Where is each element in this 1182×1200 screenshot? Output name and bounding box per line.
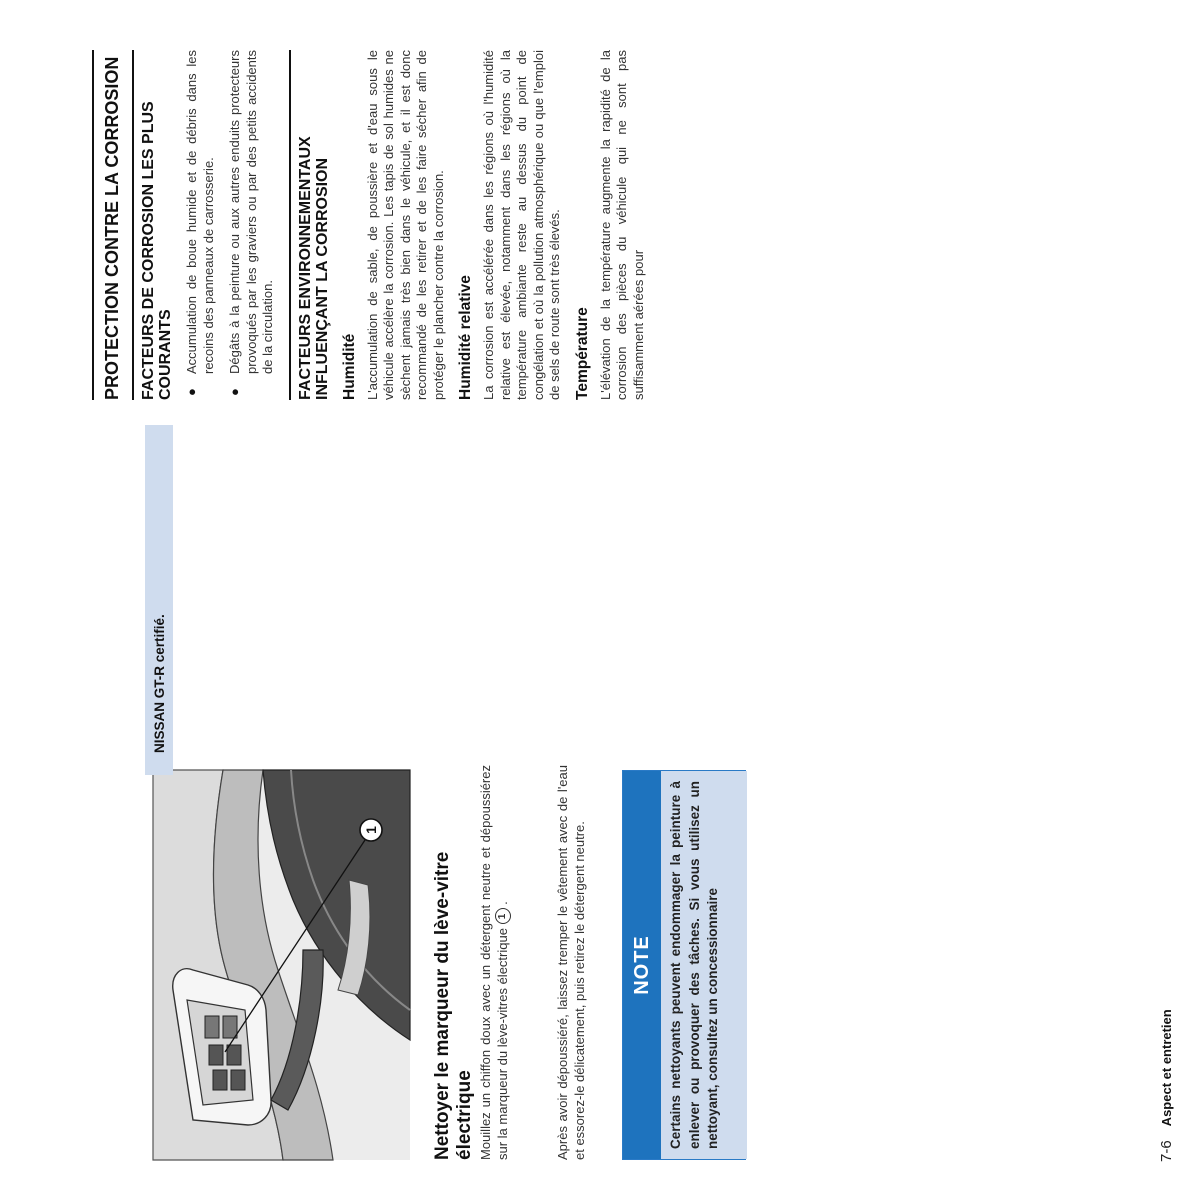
certified-text: NISSAN GT-R certifié. — [151, 614, 167, 753]
note-header: NOTE — [623, 771, 661, 1159]
section-name: Aspect et entretien — [1159, 1009, 1174, 1127]
relative-humidity-heading: Humidité relative — [457, 275, 474, 400]
factors-heading: FACTEURS DE CORROSION LES PLUS COURANTS — [132, 50, 174, 400]
cleaning-instructions-paragraph — [478, 765, 511, 1160]
paragraph-text: Mouillez un chiffon doux avec un détergent neutre et dépoussiérez sur la marqueur du lève-vitres électrique — [478, 765, 510, 1160]
list-item-text: Dégâts à la peinture ou aux autres enduits protecteurs provoqués par les graviers ou par des petits accidents de la circulation. — [227, 50, 275, 374]
temperature-heading: Température — [573, 307, 591, 400]
note-box — [622, 770, 746, 1160]
door-panel-drawing — [153, 770, 410, 1160]
certified-banner — [145, 425, 173, 775]
paragraph-end: . — [494, 901, 510, 905]
list-item — [227, 50, 277, 400]
humidity-heading: Humidité — [340, 333, 358, 400]
power-window-switch-illustration — [153, 770, 410, 1160]
relative-humidity-paragraph: La corrosion est accélérée dans les régions où l'humidité relative est élevée, notamment dans les régions où la température ambiante reste au dessus du point de congélation et où la pollution atmosphérique ou que l'emploi de sels de route sont très élevés. — [481, 50, 562, 400]
note-body: Certains nettoyants peuvent endommager la peinture à enlever ou provoquer des tâches. Si vous utilisez un nettoyant, consultez un concessionnaire — [661, 771, 747, 1159]
page-title: PROTECTION CONTRE LA CORROSION — [92, 50, 122, 400]
section-heading-window-marker: Nettoyer le marqueur du lève-vitre électrique — [432, 851, 475, 1160]
bullet-icon: ● — [184, 388, 199, 396]
svg-text:1: 1 — [363, 826, 379, 834]
temperature-paragraph: L'élévation de la température augmente la rapidité de la corrosion des pièces du véhicule qui ne sont pas suffisamment aérées pour — [597, 50, 646, 400]
environment-factors-heading: FACTEURS ENVIRONNEMENTAUX INFLUENÇANT LA CORROSION — [289, 50, 331, 400]
bullet-icon: ● — [227, 388, 242, 396]
page-number: 7-6 — [1158, 1140, 1175, 1162]
corrosion-protection-column — [92, 50, 647, 400]
rinse-instructions-paragraph: Après avoir dépoussiéré, laissez tremper le vêtement avec de l'eau et essorez-le délicatement, puis retirez le détergent neutre. — [555, 765, 587, 1160]
corrosion-factors-list — [184, 50, 277, 400]
list-item — [184, 50, 217, 400]
callout-number-1-icon: 1 — [495, 908, 511, 924]
page-footer — [1158, 1009, 1182, 1162]
humidity-paragraph: L'accumulation de sable, de poussière et d'eau sous le véhicule accélère la corrosion. Les tapis de sol humides ne sèchent jamais très bien dans le véhicule, et il est donc recommandé de les retirer et de les faire sécher afin de protéger le plancher contre la corrosion. — [364, 50, 446, 400]
list-item-text: Accumulation de boue humide et de débris dans les recoins des panneaux de carrosserie. — [184, 50, 216, 374]
